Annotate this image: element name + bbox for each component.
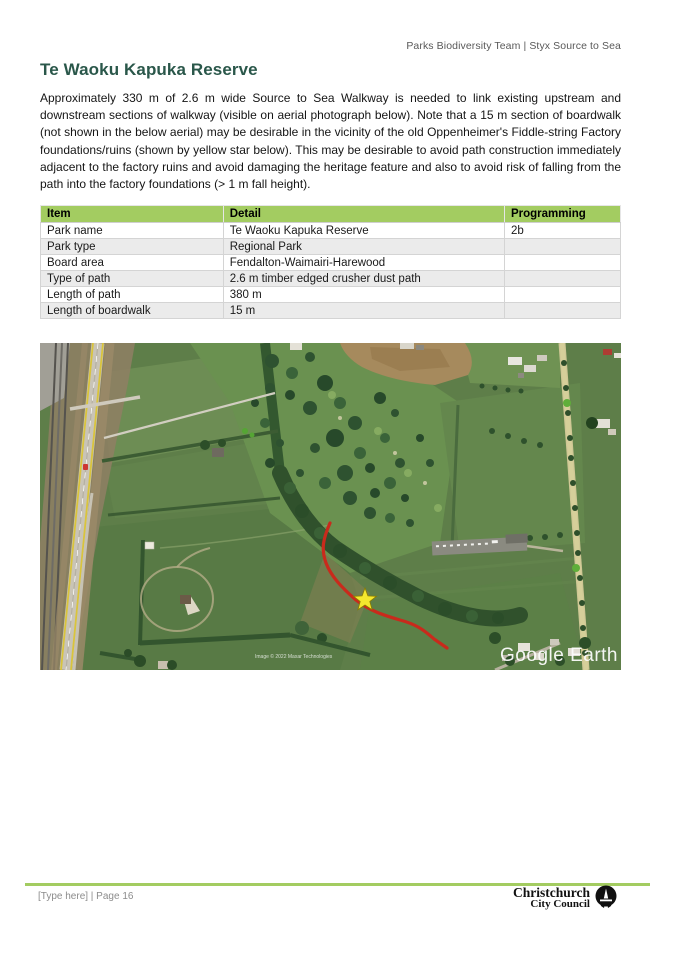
table-row: Park name Te Waoku Kapuka Reserve 2b bbox=[41, 223, 621, 239]
google-earth-watermark: Google Earth bbox=[500, 645, 618, 666]
page-title: Te Waoku Kapuka Reserve bbox=[40, 60, 258, 79]
column-header-detail: Detail bbox=[223, 206, 504, 223]
aerial-photo bbox=[40, 343, 621, 670]
council-logo-line1: Christchurch bbox=[512, 884, 590, 900]
table-row: Length of boardwalk 15 m bbox=[41, 303, 621, 319]
council-logo-line2: City Council bbox=[530, 898, 590, 911]
council-logo-icon bbox=[594, 885, 618, 911]
column-header-item: Item bbox=[41, 206, 224, 223]
table-row: Park type Regional Park bbox=[41, 239, 621, 255]
column-header-programming: Programming bbox=[504, 206, 620, 223]
intro-paragraph: Approximately 330 m of 2.6 m wide Source to Sea Walkway is needed to link existing upstream and downstream sections of walkway (visible on aerial photograph below). Note that a 15 m section of boardwalk (not shown in the below aerial) may be desirable in the vicinity of the old Oppenheimer's Fiddle-string Factory foundations/ruins (shown by yellow star below). This may be desirable to avoid path construction immediately adjacent to the factory ruins and avoid damaging the heritage feature and also to avoid risk of falling from the path into the factory foundations (> 1 m fall height). bbox=[40, 91, 621, 192]
table-row: Length of path 380 m bbox=[41, 287, 621, 303]
table-row: Board area Fendalton-Waimairi-Harewood bbox=[41, 255, 621, 271]
council-logo bbox=[513, 885, 618, 911]
map-attribution: Image © 2022 Maxar Technologies bbox=[255, 654, 333, 660]
table-header-row bbox=[41, 206, 621, 223]
footer-page-number: [Type here] | Page 16 bbox=[38, 891, 134, 902]
aerial-photo-svg bbox=[40, 343, 621, 670]
page-header-text: Parks Biodiversity Team | Styx Source to Sea bbox=[406, 40, 621, 52]
table-row: Type of path 2.6 m timber edged crusher dust path bbox=[41, 271, 621, 287]
highway-shield-icon bbox=[83, 464, 88, 470]
park-details-table bbox=[40, 205, 621, 319]
